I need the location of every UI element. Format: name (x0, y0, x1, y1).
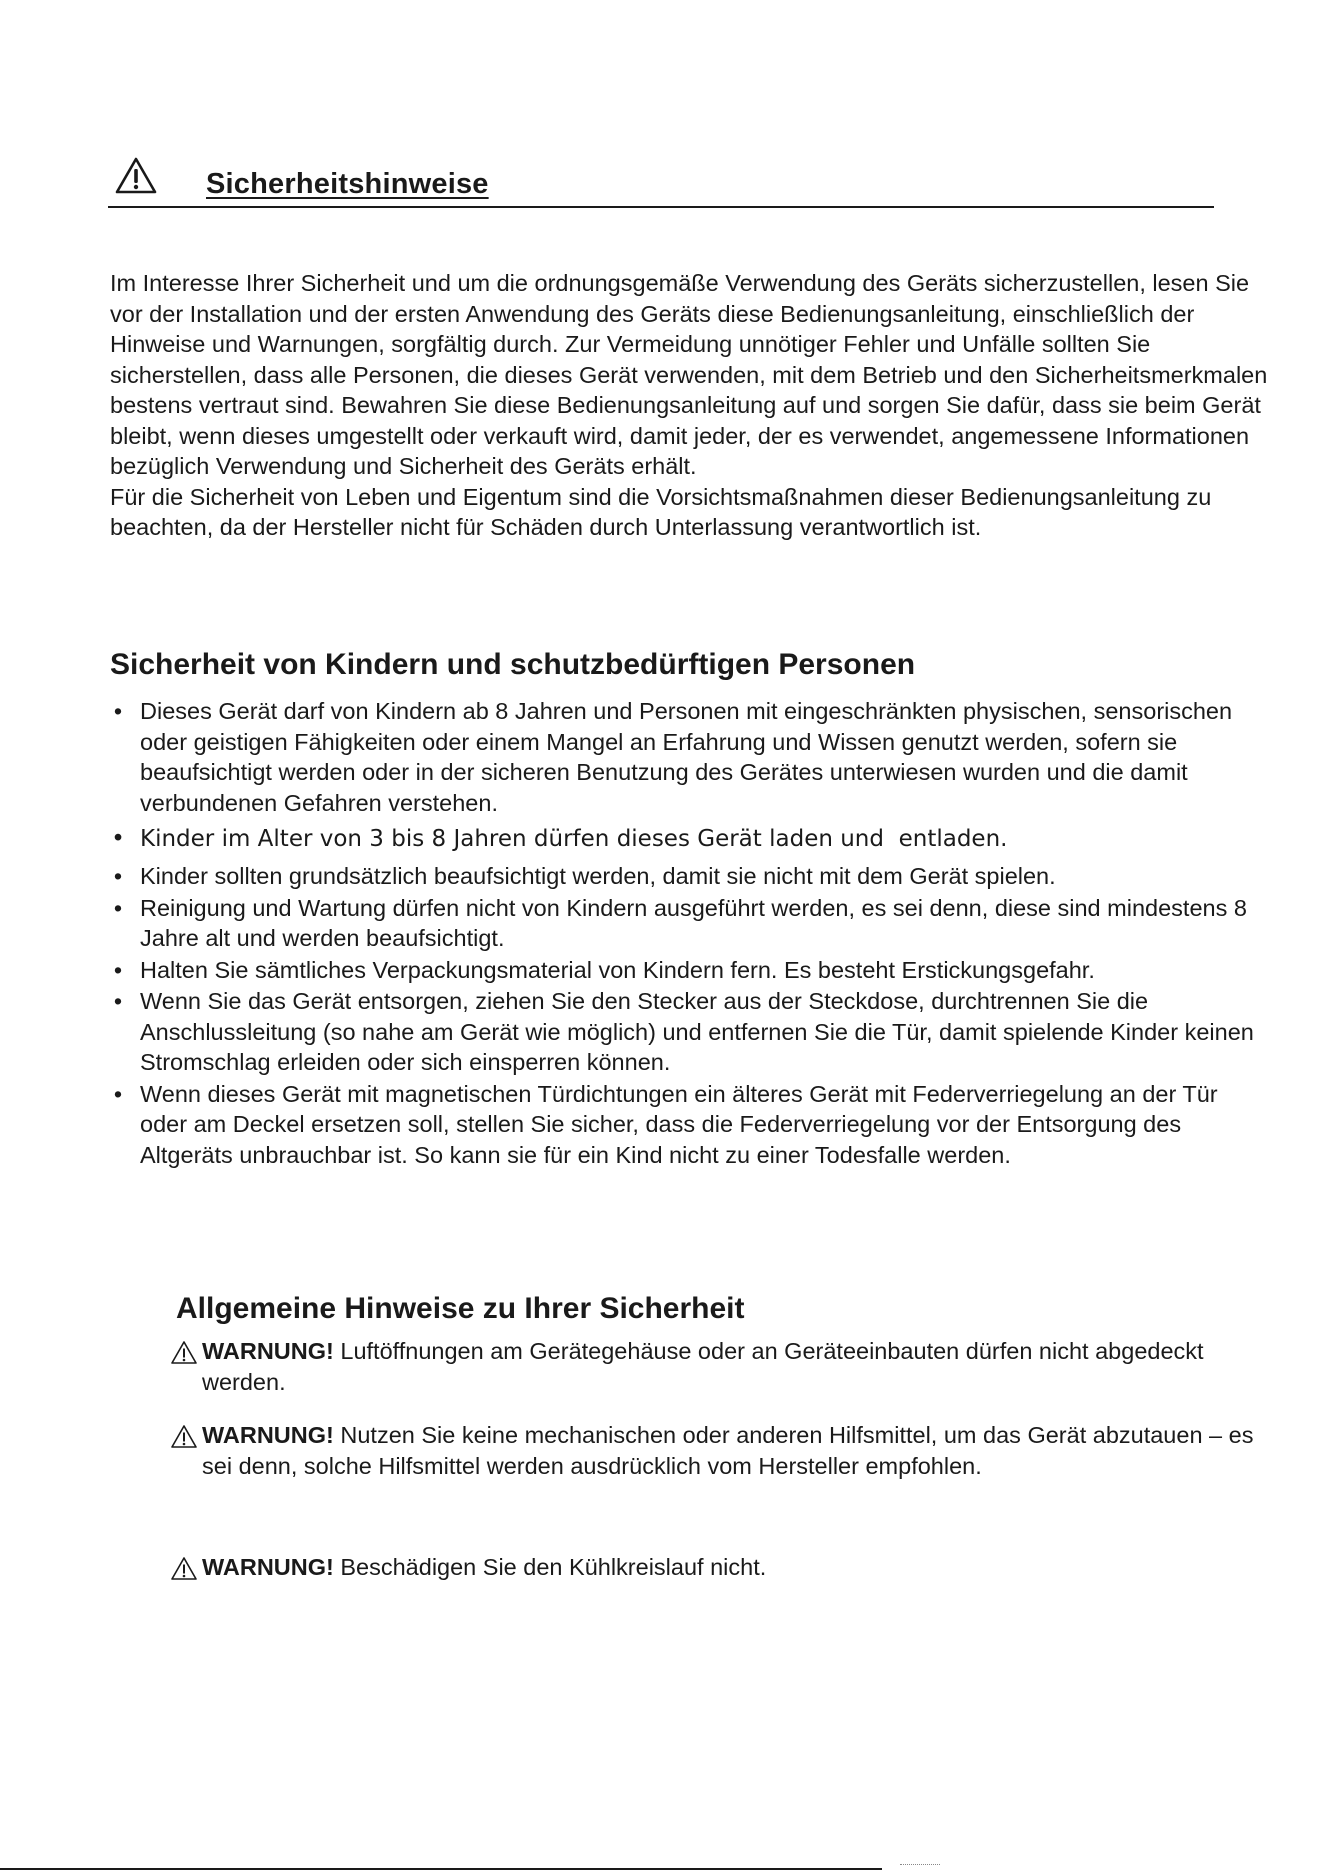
warning-note (170, 1420, 1282, 1482)
bullet: • (113, 863, 123, 889)
warning-note (170, 1552, 1282, 1583)
warning-triangle-icon (170, 1556, 198, 1582)
warning-label: WARNUNG! (202, 1338, 334, 1364)
warning-text: Beschädigen Sie den Kühlkreislauf nicht. (333, 1554, 767, 1580)
warning-triangle-icon (114, 156, 158, 196)
bullet: • (113, 956, 123, 983)
intro-text (110, 268, 1270, 543)
list-item-text: Halten Sie sämtliches Verpackungsmaterial von Kindern fern. Es besteht Erstickungsgefahr. (140, 956, 1095, 983)
footer-mark (900, 1864, 940, 1869)
warning-triangle-icon (170, 1424, 198, 1450)
list-item (108, 696, 1268, 818)
footer-divider (0, 1868, 882, 1870)
list-item (108, 955, 1268, 986)
list-item (108, 986, 1268, 1078)
bullet: • (111, 826, 125, 852)
list-item-text: Reinigung und Wartung dürfen nicht von Kindern ausgeführt werden, es sei denn, diese sind mindestens 8 Jahre alt und werden beaufsichtigt. (140, 894, 1247, 951)
warning-text: Nutzen Sie keine mechanischen oder anderen Hilfsmittel, um das Gerät abzutauen – es sei denn, solche Hilfsmittel werden ausdrücklich vom Hersteller empfohlen. (202, 1422, 1254, 1479)
section-heading-children-safety: Sicherheit von Kindern und schutzbedürftigen Personen (110, 648, 916, 681)
list-item (108, 1079, 1268, 1171)
list-item-text: Wenn Sie das Gerät entsorgen, ziehen Sie den Stecker aus der Steckdose, durchtrennen Sie die Anschlussleitung (so nahe am Gerät wie möglich) und entfernen Sie die Tür, damit spielende Kinder keinen Stromschlag erleiden oder sich einsperren können. (140, 988, 1254, 1075)
page-header (108, 156, 1214, 208)
intro-paragraph: Für die Sicherheit von Leben und Eigentum sind die Vorsichtsmaßnahmen dieser Bedienungsanleitung zu beachten, da der Hersteller nicht für Schäden durch Unterlassung verantwortlich ist. (110, 483, 1212, 540)
bullet: • (113, 894, 123, 921)
warning-note (170, 1336, 1282, 1398)
list-item (108, 861, 1268, 892)
section-heading-general-safety: Allgemeine Hinweise zu Ihrer Sicherheit (176, 1292, 745, 1325)
page-title: Sicherheitshinweise (206, 168, 489, 200)
list-item-text: Dieses Gerät darf von Kindern ab 8 Jahren und Personen mit eingeschränkten physischen, sensorischen oder geistigen Fähigkeiten oder einem Mangel an Erfahrung und Wissen genutzt werden, sofern sie beaufsichtigt werden oder in der sicheren Benutzung des Gerätes unterwiesen wurden und die damit verbundenen Gefahren verstehen. (140, 698, 1233, 816)
list-item (108, 893, 1268, 954)
children-safety-list (108, 696, 1268, 1171)
list-item-text: Wenn dieses Gerät mit magnetischen Türdichtungen ein älteres Gerät mit Federverriegelung an der Tür oder am Deckel ersetzen soll, stellen Sie sicher, dass die Federverriegelung vor der Entsorgung des Altgeräts unbrauchbar ist. So kann sie für ein Kind nicht zu einer Todesfalle werden. (140, 1080, 1218, 1168)
intro-paragraph: Im Interesse Ihrer Sicherheit und um die ordnungsgemäße Verwendung des Geräts sicherzustellen, lesen Sie vor der Installation und der ersten Anwendung des Geräts diese Bedienungsanleitung, einschließlich der Hinweise und Warnungen, sorgfältig durch. Zur Vermeidung unnötiger Fehler und Unfälle sollten Sie sicherstellen, dass alle Personen, die dieses Gerät verwenden, mit dem Betrieb und den Sicherheitsmerkmalen bestens vertraut sind. Bewahren Sie diese Bedienungsanleitung auf und sorgen Sie dafür, dass sie beim Gerät bleibt, wenn dieses umgestellt oder verkauft wird, damit jeder, der es verwendet, angemessene Informationen bezüglich Verwendung und Sicherheit des Geräts erhält. (110, 270, 1268, 479)
bullet: • (113, 1080, 123, 1107)
warning-label: WARNUNG! (202, 1554, 334, 1580)
list-item (108, 820, 1268, 858)
list-item-text: Kinder sollten grundsätzlich beaufsichtigt werden, damit sie nicht mit dem Gerät spielen. (140, 863, 1056, 889)
warning-triangle-icon (170, 1340, 198, 1366)
warning-text: Luftöffnungen am Gerätegehäuse oder an Geräteeinbauten dürfen nicht abgedeckt werden. (202, 1338, 1204, 1395)
bullet: • (113, 698, 123, 724)
warning-label: WARNUNG! (202, 1422, 334, 1448)
bullet: • (113, 988, 123, 1014)
list-item-text: Kinder im Alter von 3 bis 8 Jahren dürfen dieses Gerät laden und entladen. (140, 826, 1008, 852)
